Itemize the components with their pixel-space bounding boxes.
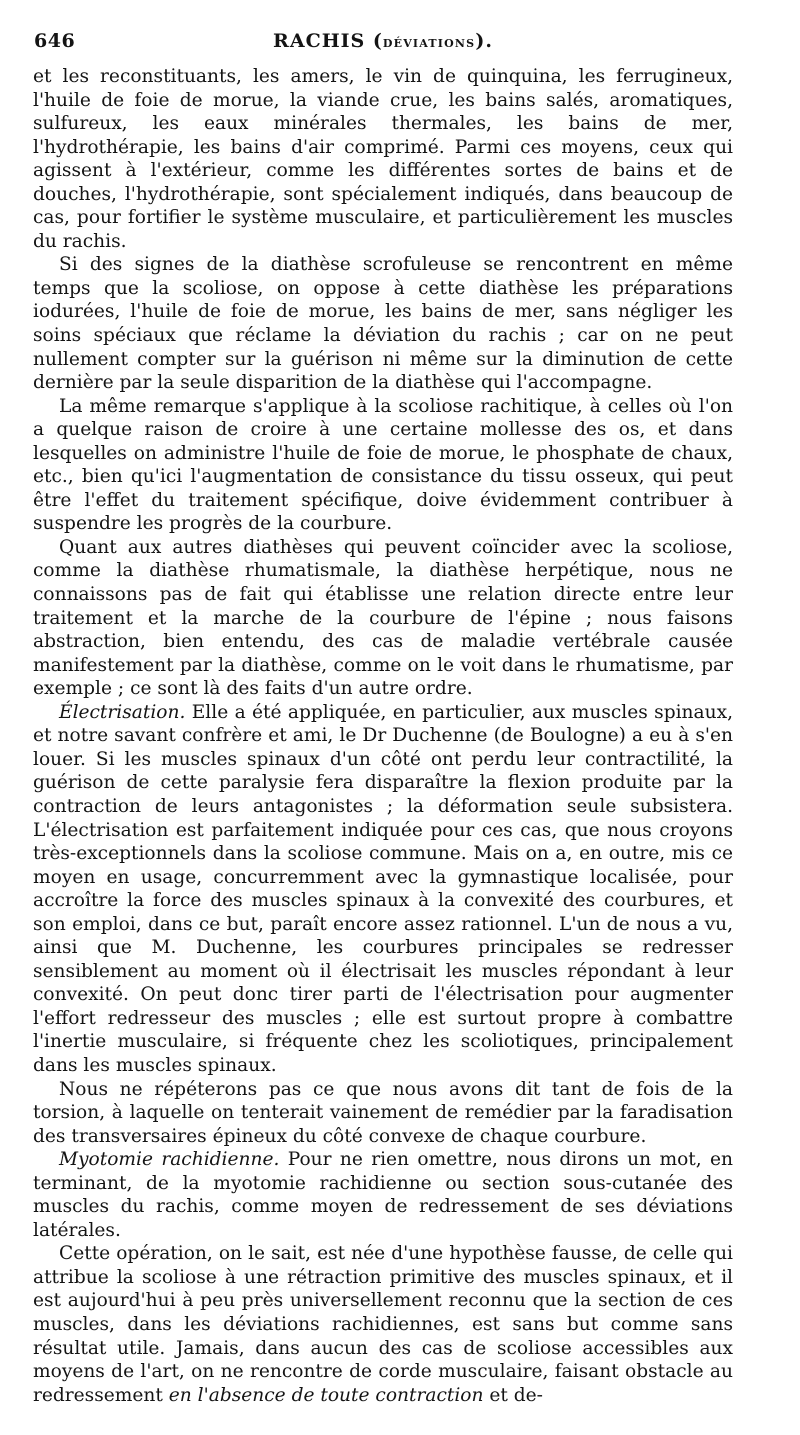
paragraph-operation-tail: et de- — [483, 1384, 543, 1406]
paragraph-operation — [33, 1242, 733, 1407]
running-title-open: ( — [365, 30, 383, 52]
paragraph-electrisation — [33, 701, 733, 1078]
section-heading-myotomie: Myotomie rachidienne. — [59, 1149, 280, 1171]
running-title-close: ). — [475, 30, 493, 52]
paragraph-myotomie — [33, 1148, 733, 1242]
paragraph-torsion: Nous ne répéterons pas ce que nous avons dit tant de fois de la torsion, à laquelle on tenterait vainement de remédier par la faradisation des transversaires épineux du côté convexe de chaque courbure. — [33, 1078, 733, 1147]
paragraph-other-diatheses: Quant aux autres diathèses qui peuvent coïncider avec la scoliose, comme la diathèse rhumatismale, la diathèse herpétique, nous ne connaissons pas de fait qui établisse une relation directe entre leur traitement et la marche de la courbure de l'épine ; nous faisons abstraction, bien entendu, des cas de maladie vertébrale causée manifestement par la diathèse, comme on le voit dans le rhumatisme, par exemple ; ce sont là des faits d'un autre ordre. — [33, 536, 733, 700]
paragraph-operation-text: Cette opération, on le sait, est née d'une hypothèse fausse, de celle qui attribue la scoliose à une rétraction primitive des muscles spinaux, et il est aujourd'hui à peu près universellement reconnu que la section de ces muscles, dans les déviations rachidiennes, est sans but comme sans résultat utile. Jamais, dans aucun des cas de scoliose accessibles aux moyens de l'art, on ne rencontre de corde musculaire, faisant obstacle au redressement — [33, 1243, 733, 1406]
page-header — [34, 30, 732, 56]
paragraph-scrofula: Si des signes de la diathèse scrofuleuse se rencontrent en même temps que la scoliose, on oppose à cette diathèse les préparations iodurées, l'huile de foie de morue, les bains de mer, sans négliger les soins spéciaux que réclame la déviation du rachis ; car on ne peut nullement compter sur la guérison ni même sur la diminution de cette dernière par la seule disparition de la diathèse qui l'accompagne. — [33, 254, 733, 394]
page-number: 646 — [34, 30, 76, 52]
paragraph-electrisation-text: Elle a été appliquée, en particulier, aux muscles spinaux, et notre savant confrère et ami, le Dr Duchenne (de Boulogne) a eu à s'en louer. Si les muscles spinaux d'un côté ont perdu leur contractilité, la guérison de cette paralysie fera disparaître la flexion produite par la contraction de leurs antagonistes ; la déformation seule subsistera. L'électrisation est parfaitement indiquée pour ces cas, que nous croyons très-exceptionnels dans la scoliose commune. Mais on a, en outre, mis ce moyen en usage, concurremment avec la gymnastique localisée, pour accroître la force des muscles spinaux à la convexité des courbures, et son emploi, dans ce but, paraît encore assez rationnel. L'un de nous a vu, ainsi que M. Duchenne, les courbures principales se redresser sensiblement au moment où il électrisait les muscles répondant à leur convexité. On peut donc tirer parti de l'électrisation pour augmenter l'effort redresseur des muscles ; elle est surtout propre à combattre l'inertie musculaire, si fréquente chez les scoliotiques, principalement dans les muscles spinaux. — [33, 701, 733, 1076]
running-title-sub: déviations — [382, 32, 476, 51]
paragraph-continued: et les reconstituants, les amers, le vin de quinquina, les ferrugineux, l'huile de foie de morue, la viande crue, les bains salés, aromatiques, sulfureux, les eaux minérales thermales, les bains de mer, l'hydrothérapie, les bains d'air comprimé. Parmi ces moyens, ceux qui agissent à l'extérieur, comme les différentes sortes de bains et de douches, l'hydrothérapie, sont spécialement indiqués, dans beaucoup de cas, pour fortifier le système musculaire, et particulièrement les muscles du rachis. — [33, 66, 733, 252]
running-title-main: RACHIS — [273, 30, 366, 52]
paragraph-rickets: La même remarque s'applique à la scoliose rachitique, à celles où l'on a quelque raison de croire à une certaine mollesse des os, et dans lesquelles on administre l'huile de foie de morue, le phosphate de chaux, etc., bien qu'ici l'augmentation de consistance du tissu osseux, qui peut être l'effet du traitement spécifique, doive évidemment contribuer à suspendre les progrès de la courbure. — [33, 395, 733, 535]
section-heading-electrisation: Électrisation. — [59, 701, 186, 723]
page-body — [33, 65, 733, 1407]
paragraph-operation-emphasis: en l'absence de toute contraction — [168, 1384, 484, 1406]
running-title — [34, 30, 732, 52]
paragraph-myotomie-text: Pour ne rien omettre, nous dirons un mot, en terminant, de la myotomie rachidienne ou section sous-cutanée des muscles du rachis, comme moyen de redressement de ses déviations latérales. — [33, 1149, 733, 1241]
